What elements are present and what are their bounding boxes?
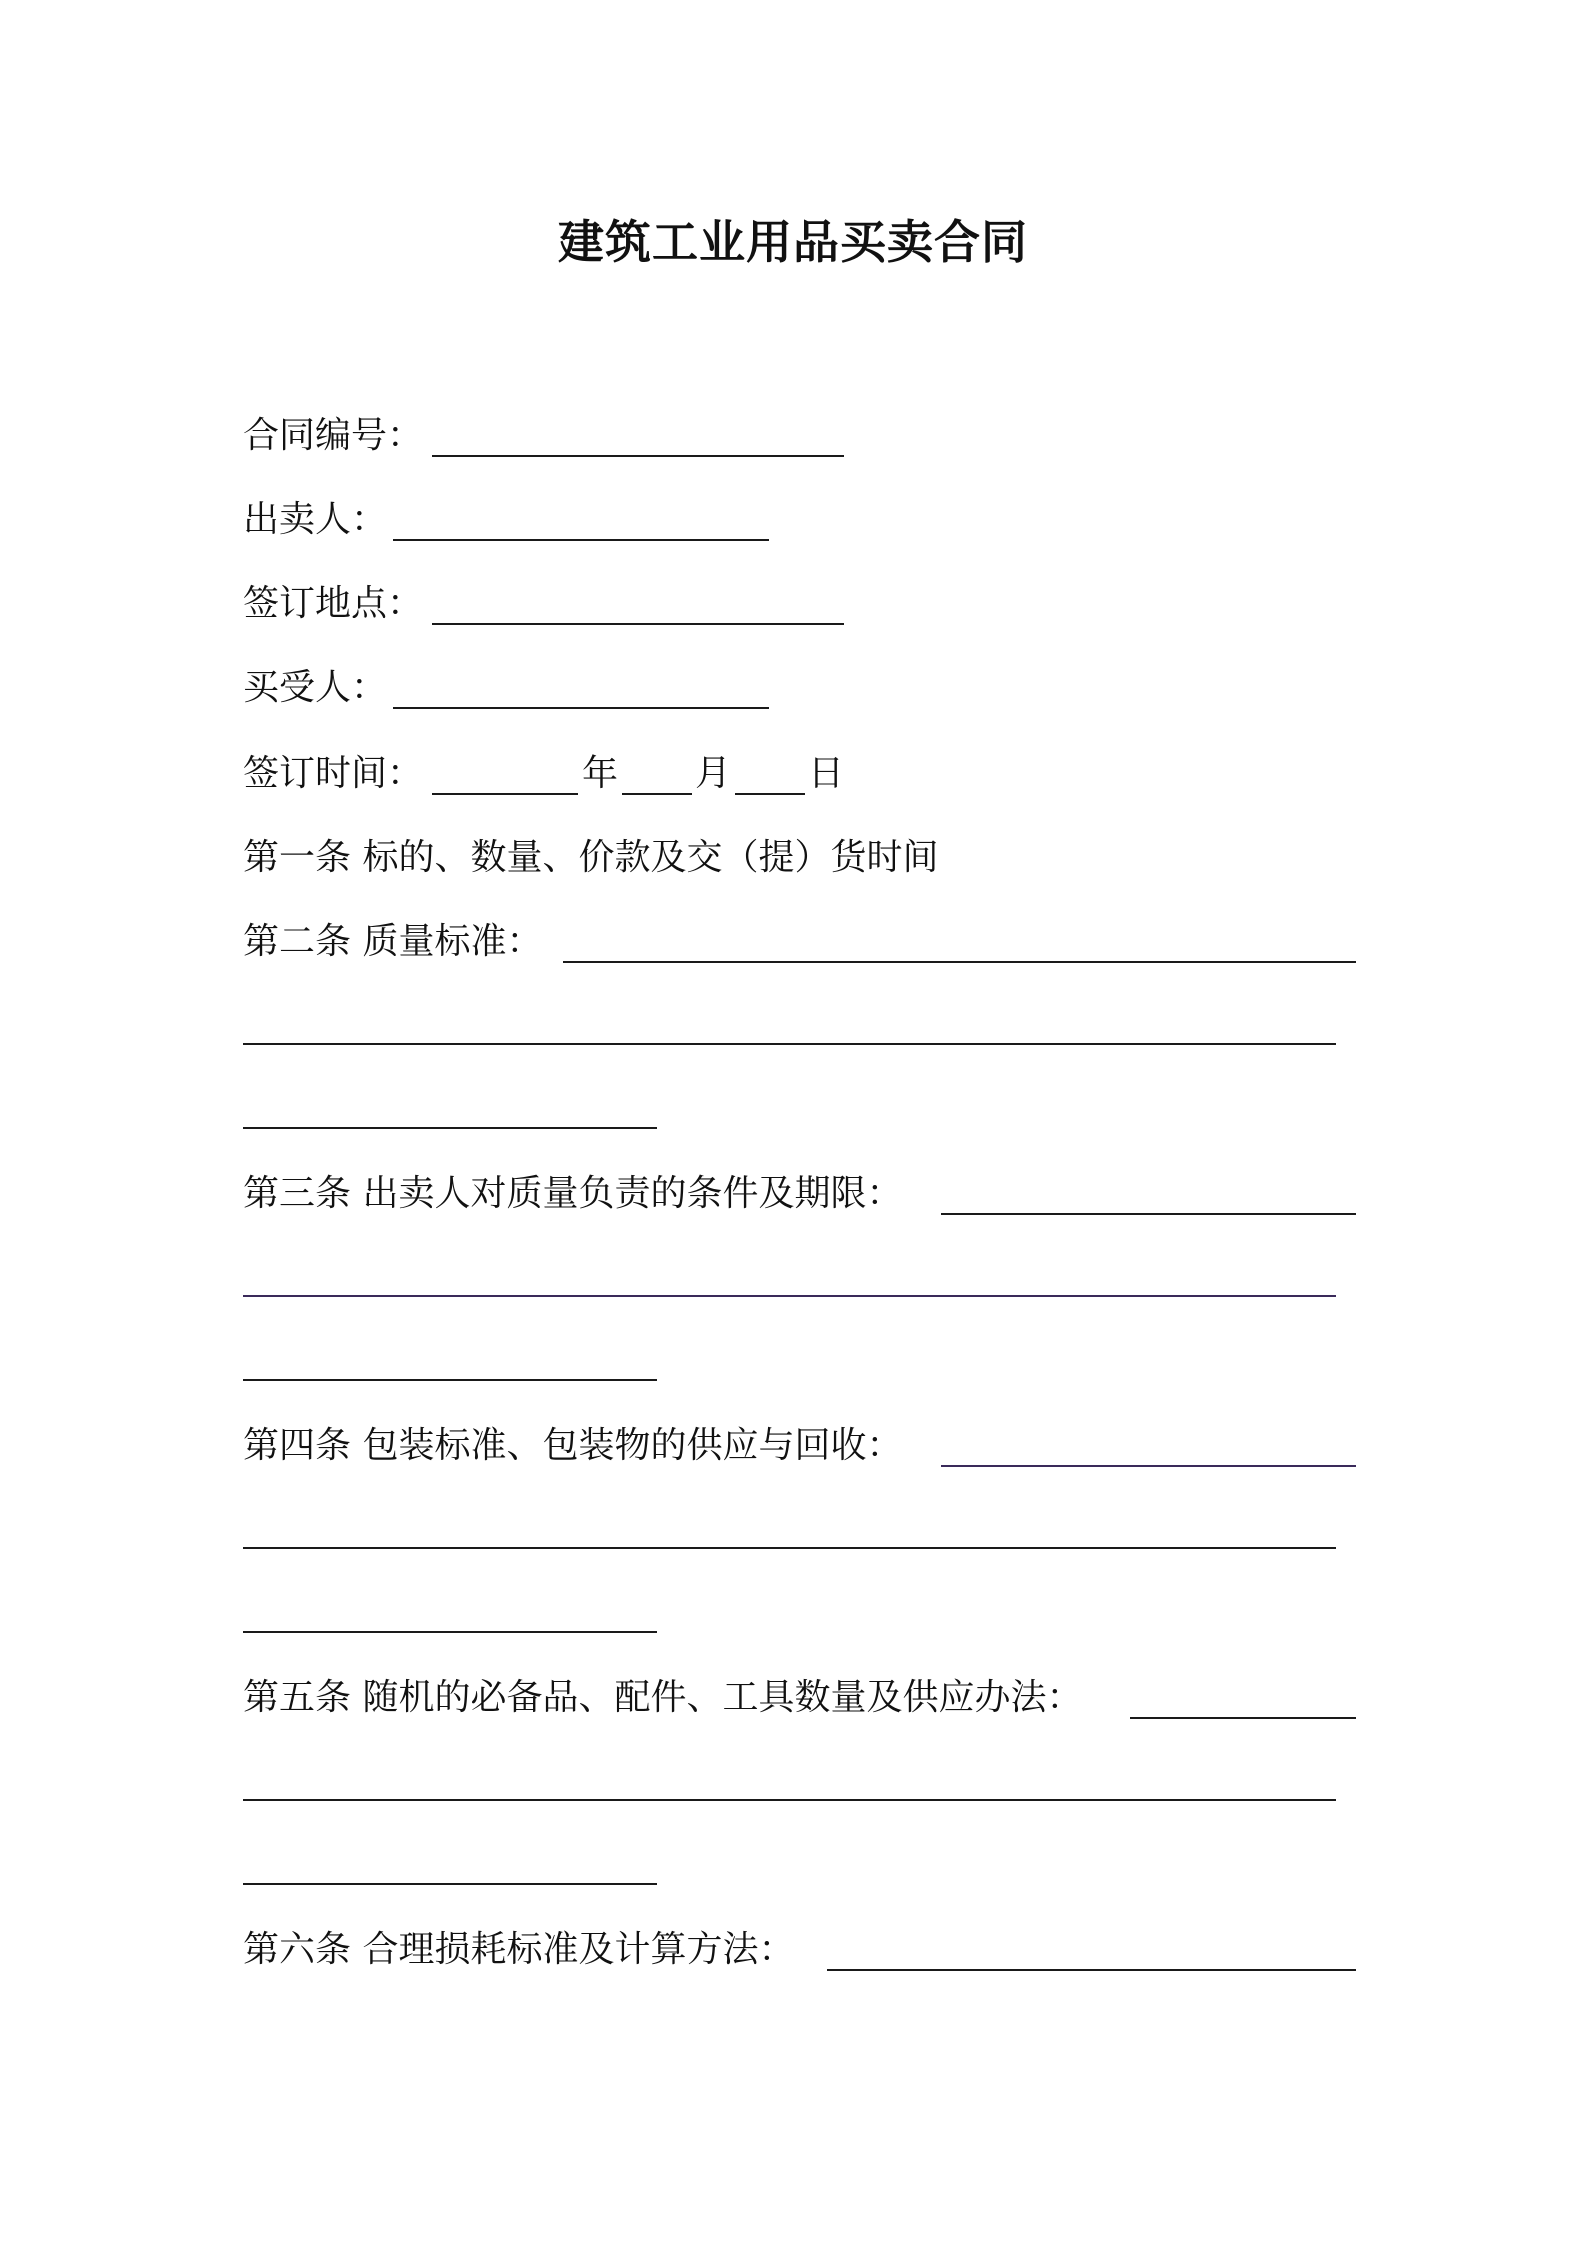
article-4-blank-3[interactable] — [243, 1631, 657, 1633]
article-6 — [243, 1924, 794, 1976]
field-sign-time-label: 签订时间： — [243, 753, 424, 794]
document-title: 建筑工业用品买卖合同 — [558, 215, 1028, 269]
field-sign-place-label: 签订地点： — [243, 583, 424, 624]
month-blank[interactable] — [622, 793, 692, 795]
field-buyer — [243, 662, 387, 714]
year-blank[interactable] — [432, 793, 578, 795]
field-buyer-label: 买受人： — [243, 667, 388, 708]
contract-no-blank[interactable] — [432, 455, 844, 457]
article-5-text: 第五条 随机的必备品、配件、工具数量及供应办法： — [243, 1677, 1083, 1718]
article-5-blank-3[interactable] — [243, 1883, 657, 1885]
day-unit: 日 — [808, 753, 845, 794]
article-4-blank-2[interactable] — [243, 1547, 1336, 1549]
field-contract-no — [243, 410, 423, 462]
article-1 — [243, 832, 938, 884]
article-3-blank-3[interactable] — [243, 1379, 657, 1381]
year-unit: 年 — [582, 753, 619, 794]
article-3-blank-2[interactable] — [243, 1295, 1336, 1297]
article-3-blank-1[interactable] — [941, 1213, 1356, 1215]
field-seller-label: 出卖人： — [243, 499, 388, 540]
buyer-blank[interactable] — [393, 707, 769, 709]
month-unit: 月 — [695, 753, 732, 794]
field-sign-time — [243, 748, 423, 800]
article-2-blank-2[interactable] — [243, 1043, 1336, 1045]
sign-place-blank[interactable] — [432, 623, 844, 625]
article-5 — [243, 1672, 1082, 1724]
article-3-text: 第三条 出卖人对质量负责的条件及期限： — [243, 1173, 903, 1214]
article-3 — [243, 1168, 902, 1220]
article-1-text: 第一条 标的、数量、价款及交（提）货时间 — [243, 837, 939, 878]
field-contract-no-label: 合同编号： — [243, 415, 424, 456]
seller-blank[interactable] — [393, 539, 769, 541]
article-4 — [243, 1420, 902, 1472]
field-seller — [243, 494, 387, 546]
article-5-blank-1[interactable] — [1130, 1717, 1356, 1719]
day-blank[interactable] — [735, 793, 805, 795]
article-5-blank-2[interactable] — [243, 1799, 1336, 1801]
article-4-blank-1[interactable] — [941, 1465, 1356, 1467]
article-6-blank-1[interactable] — [827, 1969, 1356, 1971]
article-2-blank-3[interactable] — [243, 1127, 657, 1129]
article-2-blank-1[interactable] — [563, 961, 1356, 963]
field-sign-place — [243, 578, 423, 630]
article-2 — [243, 916, 542, 968]
article-2-text: 第二条 质量标准： — [243, 921, 543, 962]
article-6-text: 第六条 合理损耗标准及计算方法： — [243, 1929, 795, 1970]
article-4-text: 第四条 包装标准、包装物的供应与回收： — [243, 1425, 903, 1466]
